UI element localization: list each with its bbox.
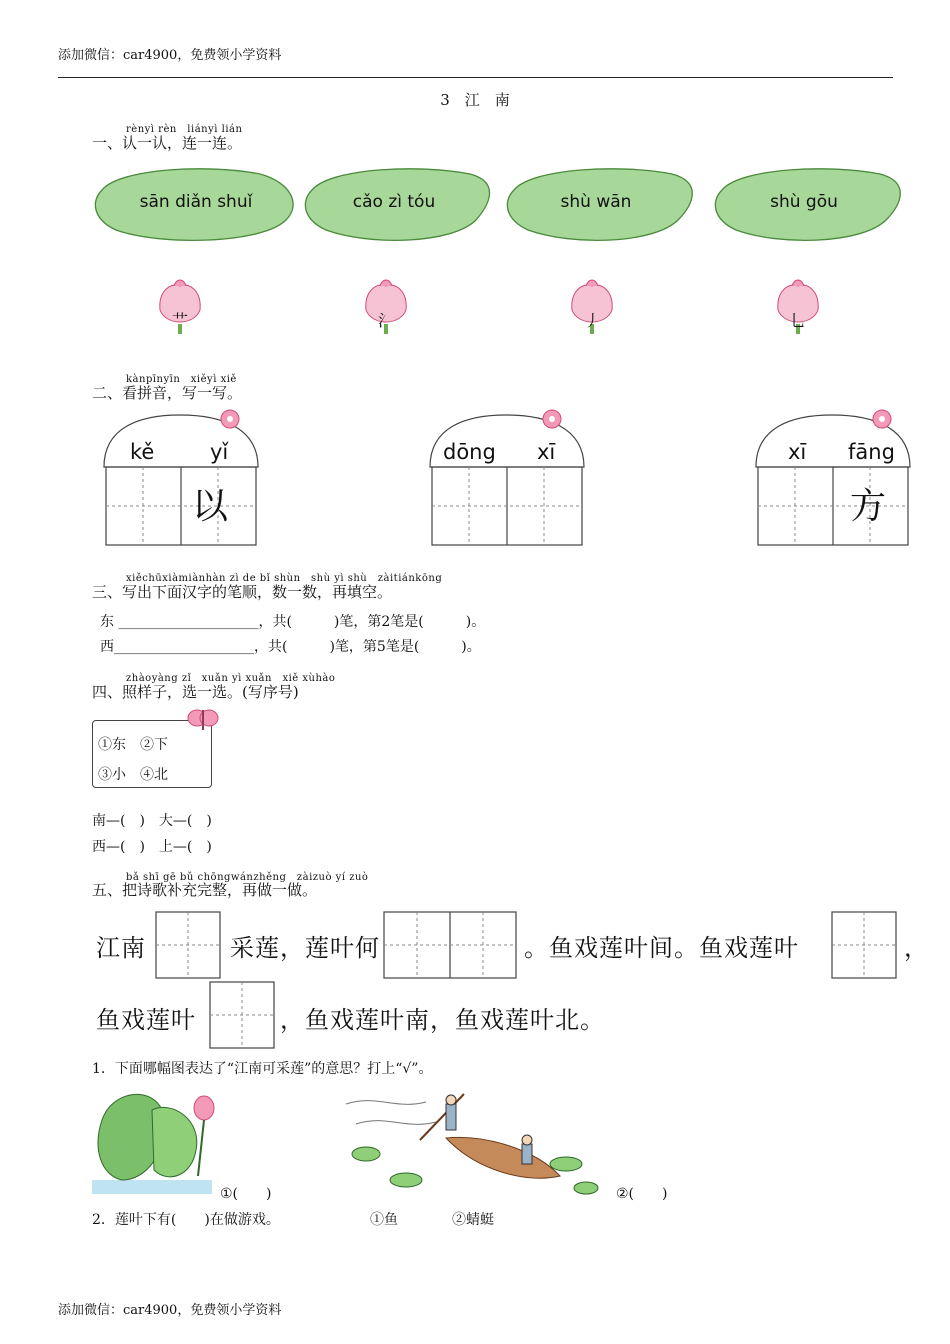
q2-item1-py1: kě — [130, 440, 155, 464]
leaf-label-3: shù wān — [560, 192, 632, 212]
butterfly-icon — [186, 706, 220, 734]
q5-sub2-opt2: ②蜻蜓 — [452, 1212, 494, 1228]
q5-opt1[interactable]: ①( ) — [220, 1186, 272, 1202]
page-title: 3 江 南 — [440, 91, 510, 109]
header-rule — [58, 77, 893, 78]
q4-opt-row2: ③小 ④北 — [98, 767, 168, 783]
q2-item1-py2: yǐ — [210, 440, 229, 464]
q2-item3-py1: xī — [788, 440, 807, 464]
leaf-label-1: sān diǎn shuǐ — [139, 192, 253, 212]
q2-item1-c2: 以 — [192, 486, 229, 527]
lotus-plant-picture[interactable] — [92, 1080, 222, 1198]
q5-pinyin: bǎ shī gē bǔ chōngwánzhěng zàizuò yí zuò — [126, 872, 369, 883]
leaf-label-2: cǎo zì tóu — [352, 192, 436, 212]
q5-label: 五、把诗歌补充完整，再做一做。 — [92, 881, 318, 899]
bud-char-2: 氵 — [377, 311, 394, 330]
q2-pinyin: kànpīnyīn xiěyì xiě — [126, 374, 237, 385]
poem-2a: 鱼戏莲叶 — [96, 1006, 196, 1034]
q4-opt-row1: ①东 ②下 — [98, 737, 168, 753]
bud-char-1: 艹 — [171, 311, 188, 330]
q2-item2-py2: xī — [537, 440, 556, 464]
footer-note: 添加微信：car4900，免费领小学资料 — [58, 1303, 282, 1318]
q1-pinyin: rènyì rèn liányì lián — [126, 124, 243, 135]
q5-sub2[interactable]: 2．莲叶下有( )在做游戏。 — [92, 1212, 280, 1228]
q4-answer-2[interactable]: 西—( ) 上—( ) — [92, 839, 212, 855]
q3-label: 三、写出下面汉字的笔顺，数一数，再填空。 — [92, 583, 393, 601]
q5-sub1: 1．下面哪幅图表达了“江南可采莲”的意思？打上“√”。 — [92, 1061, 433, 1077]
bud-char-4: 乚 — [789, 311, 806, 330]
q2-item3-py2: fāng — [848, 440, 895, 464]
q1-label: 一、认一认，连一连。 — [92, 134, 243, 152]
q4-answer-1[interactable]: 南—( ) 大—( ) — [92, 813, 212, 829]
poem-1c: 。鱼戏莲叶间。鱼戏莲叶 — [524, 934, 799, 962]
q3-line1[interactable]: 东 ____________________，共( )笔，第2笔是( )。 — [100, 614, 486, 630]
q4-label: 四、照样子，选一选。(写序号) — [92, 683, 299, 701]
q5-opt2[interactable]: ②( ) — [616, 1186, 668, 1202]
q5-sub2-opt1: ①鱼 — [370, 1212, 398, 1228]
q2-item3-c2: 方 — [850, 486, 887, 527]
poem-2b: ，鱼戏莲叶南，鱼戏莲叶北。 — [280, 1006, 605, 1034]
q4-pinyin: zhàoyàng zǐ xuǎn yì xuǎn xiě xùhào — [126, 673, 336, 684]
poem-1a: 江南 — [96, 934, 146, 962]
q3-pinyin: xiěchūxiàmiànhàn zì de bǐ shùn shù yì shù zàitiánkōng — [126, 573, 443, 584]
poem-1b: 采莲，莲叶何 — [230, 934, 380, 962]
header-note: 添加微信：car4900，免费领小学资料 — [58, 48, 282, 63]
bud-char-3: 丿 — [583, 311, 600, 330]
leaf-label-4: shù gōu — [770, 192, 838, 212]
q2-label: 二、看拼音，写一写。 — [92, 384, 243, 402]
q2-item2-py1: dōng — [443, 440, 496, 464]
poem-1d: ， — [904, 934, 929, 962]
boat-picking-picture[interactable] — [336, 1084, 602, 1200]
q3-line2[interactable]: 西____________________，共( )笔，第5笔是( )。 — [100, 639, 481, 655]
